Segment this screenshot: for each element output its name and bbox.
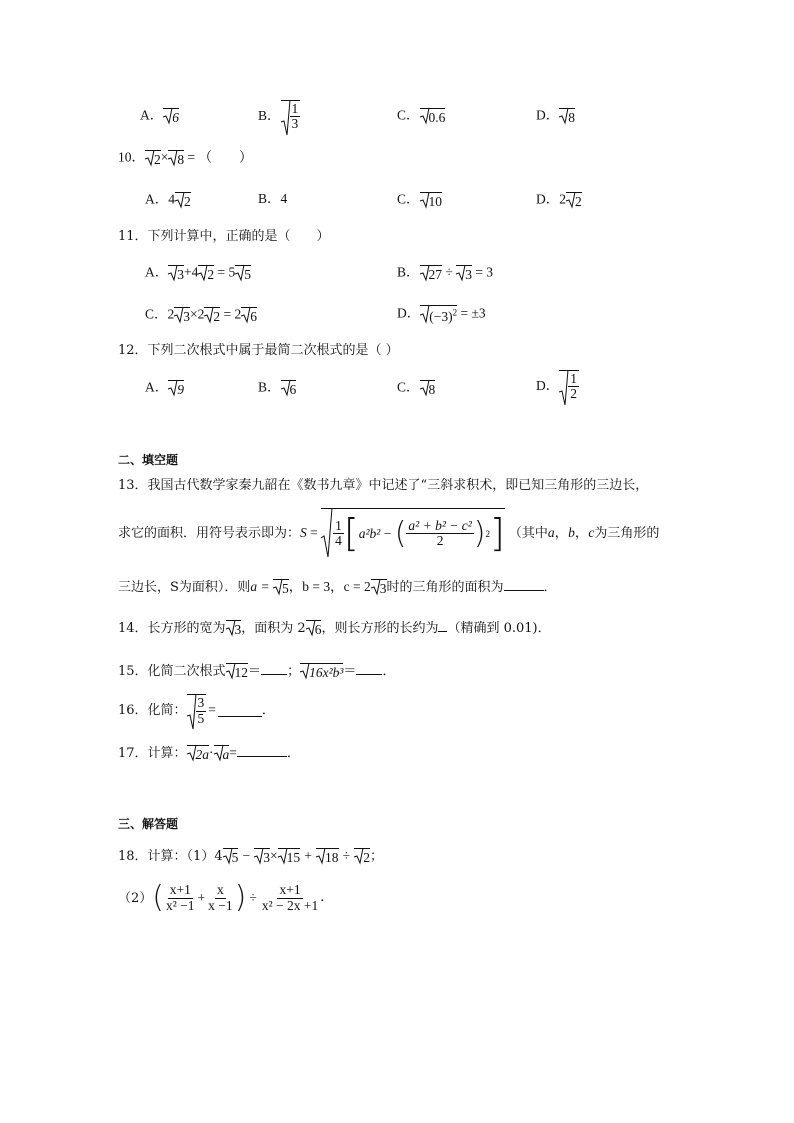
radical: 3 bbox=[254, 848, 270, 865]
q12-option-a: A． 9 bbox=[145, 379, 184, 397]
radical: 10 bbox=[420, 192, 443, 209]
radical: 6 bbox=[163, 108, 179, 125]
radical: 18 bbox=[316, 848, 339, 865]
radical: 6 bbox=[306, 620, 322, 637]
q12-option-c: C． 8 bbox=[397, 379, 436, 397]
radical: 15 bbox=[278, 848, 301, 865]
radical: 8 bbox=[168, 150, 184, 167]
q14: 14．长方形的宽为 3，面积为 2 6，则长方形的长约为 （精确到 0.01)． bbox=[118, 621, 551, 638]
radical: $\frac{1}{3}$ bbox=[281, 100, 301, 131]
radical: 3 bbox=[371, 579, 387, 596]
q10-option-c: C． 10 bbox=[397, 191, 443, 209]
radical: 12 bbox=[226, 663, 249, 680]
q10-option-a: A．4 2 bbox=[145, 191, 191, 209]
radical: 6 bbox=[241, 307, 257, 324]
radical: 3 bbox=[226, 620, 242, 637]
q9-option-b bbox=[258, 100, 300, 131]
option-label: A． bbox=[140, 107, 164, 123]
q12-option-d: D． $\frac{1}{2}$ bbox=[536, 370, 579, 401]
q11-option-a: A． 3+4 2 = 5 5 bbox=[145, 264, 251, 282]
q9-option-d bbox=[536, 108, 575, 125]
radical: 8 bbox=[420, 380, 436, 397]
radical: $\frac{1}{2}$ bbox=[559, 370, 579, 401]
radical: 8 bbox=[559, 108, 575, 125]
q9-option-c bbox=[397, 108, 445, 125]
q11-option-d: D． $(-3)^2 = \pm 3$ bbox=[397, 305, 486, 324]
option-label: B． bbox=[258, 107, 281, 123]
q12-stem: 12．下列二次根式中属于最简二次根式的是（ ） bbox=[118, 343, 399, 358]
radical: 16x²b³ bbox=[300, 663, 343, 680]
q12-option-b: B． 6 bbox=[258, 379, 297, 397]
option-label: D． bbox=[536, 107, 560, 123]
answer-blank[interactable] bbox=[356, 662, 382, 675]
option-label: C． bbox=[397, 107, 420, 123]
q15: 15．化简二次根式 12＝ ； 16x²b³＝ ． bbox=[118, 664, 396, 681]
section-title-answer: 三、解答题 bbox=[118, 817, 179, 831]
q18-part1: 18．计算：（1）4 5 − 3× 15 + 18 ÷ 2； bbox=[118, 847, 383, 865]
q10-option-b: B．4 bbox=[258, 191, 288, 206]
radical: 2 bbox=[198, 265, 214, 282]
radical: 9 bbox=[168, 380, 184, 397]
radical: 2 bbox=[204, 307, 220, 324]
answer-blank[interactable] bbox=[261, 662, 287, 675]
heron-radical: $\frac{1}{4}$ [ a²b² − ( $\frac{\text{a² + b² − c²}}{2}$ ) 2 ] bbox=[321, 508, 505, 558]
radical: 2a bbox=[187, 745, 210, 762]
radical: 6 bbox=[281, 380, 297, 397]
q11-stem: 11．下列计算中，正确的是（ ） bbox=[118, 229, 330, 244]
q13-line2: 求它的面积．用符号表示即为： S = $\frac{1}{4}$ [ a²b² − ( $\frac{\text{a² + b² − c²}}{2}$ ) 2 ] （其中 a ， b ， c 为三角形的 bbox=[118, 508, 659, 558]
radical: $\frac{3}{5}$ bbox=[187, 694, 207, 725]
radical: 5 bbox=[273, 579, 289, 596]
radical: 3 bbox=[174, 307, 190, 324]
radical: 5 bbox=[223, 848, 239, 865]
radical: 2 bbox=[566, 192, 582, 209]
radical: 2 bbox=[354, 848, 370, 865]
radical: $(-3)^2$ bbox=[420, 305, 457, 324]
q11-option-c: C．2 3×2 2 = 2 6 bbox=[145, 306, 258, 324]
radical: a bbox=[214, 745, 230, 762]
answer-blank[interactable] bbox=[218, 704, 262, 717]
radical: 27 bbox=[420, 265, 443, 282]
radical: 0.6 bbox=[420, 108, 446, 125]
q18-part2: （2） ( $\frac{x+1}{\text{x² −1}}$ + $\frac{x}{x -1}$ ) ÷ $\frac{x+1}{\text{x² − 2x +1}}$ ． bbox=[118, 880, 334, 915]
q13-line1: 13．我国古代数学家秦九韶在《数书九章》中记述了“三斜求积术，即已知三角形的三边长， bbox=[118, 478, 649, 493]
q13-line3: 三边长，S为面积）．则a = 5，b = 3，c = 2 3时的三角形的面积为 ． bbox=[118, 579, 557, 597]
q9-option-a bbox=[140, 108, 179, 125]
q16: 16．化简： $\frac{3}{5}$ = ． bbox=[118, 692, 275, 728]
q17: 17．计算： 2a· a= ． bbox=[118, 745, 300, 763]
answer-blank[interactable] bbox=[237, 744, 287, 757]
q10-stem: 10． 2× 8 = （ ） bbox=[118, 149, 253, 167]
radical: 2 bbox=[145, 150, 161, 167]
q11-option-b: B． 27 ÷ 3 = 3 bbox=[397, 264, 494, 282]
radical: 2 bbox=[175, 192, 191, 209]
radical: 5 bbox=[235, 265, 251, 282]
answer-blank[interactable] bbox=[504, 578, 544, 591]
q10-option-d: D．2 2 bbox=[536, 191, 582, 209]
radical: 3 bbox=[168, 265, 184, 282]
section-title-fill-in: 二、填空题 bbox=[118, 453, 179, 467]
radical: 3 bbox=[456, 265, 472, 282]
